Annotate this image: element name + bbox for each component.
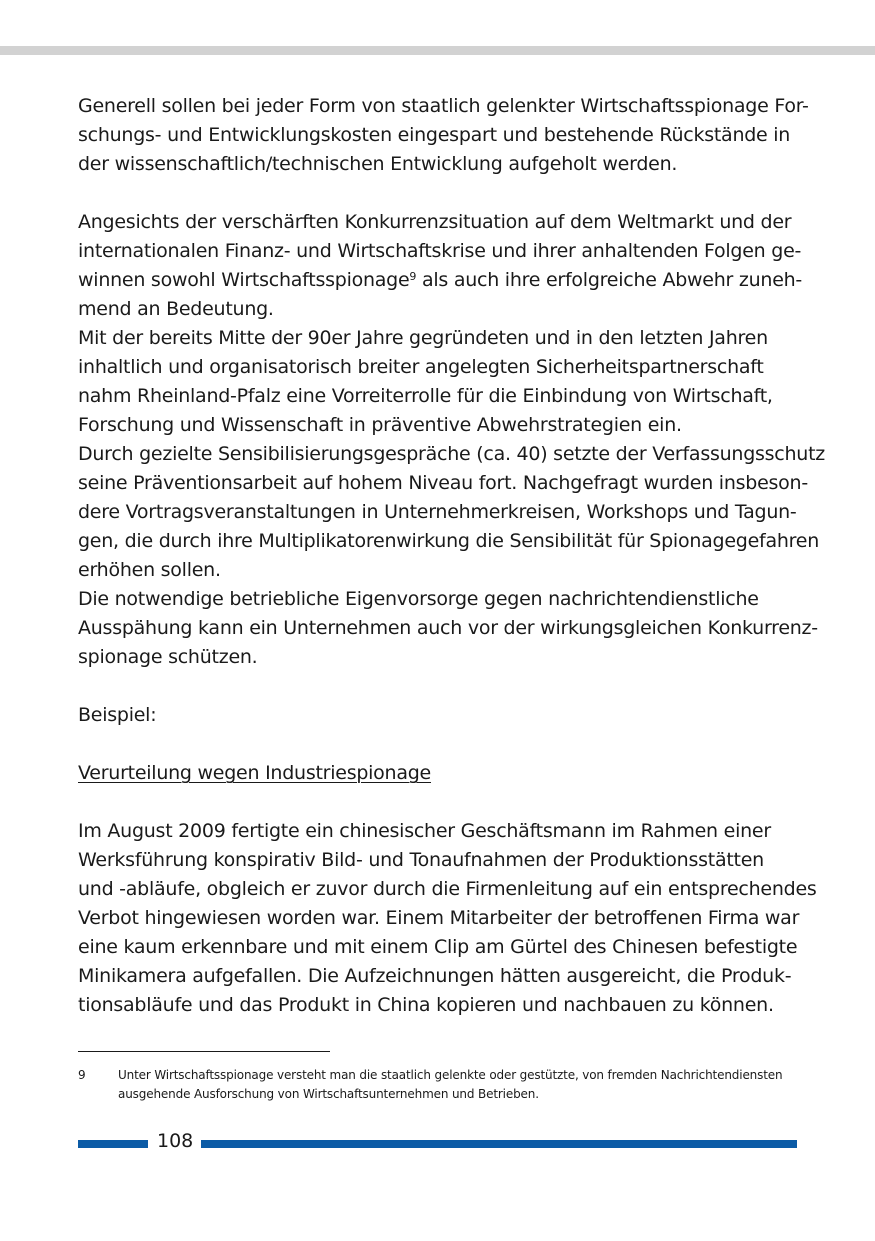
- text-line: inhaltlich und organisatorisch breiter angelegten Sicherheitspartnerschaft: [78, 356, 764, 378]
- text-line: Durch gezielte Sensibilisierungsgespräche (ca. 40) setzte der Verfassungsschutz: [78, 443, 826, 465]
- text-line: Forschung und Wissenschaft in präventive Abwehrstrategien ein.: [78, 414, 682, 436]
- paragraph-5: [78, 585, 818, 672]
- paragraph-gap: [78, 672, 808, 701]
- paragraph-gap: [78, 788, 808, 817]
- text-line: schungs- und Entwicklungskosten eingespart und bestehende Rückstände in: [78, 124, 791, 146]
- case-heading-text: Verurteilung wegen Industriespionage: [78, 762, 431, 784]
- text-line: Generell sollen bei jeder Form von staatlich gelenkter Wirtschaftsspionage For-: [78, 95, 809, 117]
- paragraph-gap: [78, 179, 808, 208]
- paragraph-1: [78, 92, 808, 179]
- text-segment: als auch ihre erfolgreiche Abwehr zuneh-: [416, 269, 803, 291]
- text-line: Angesichts der verschärften Konkurrenzsituation auf dem Weltmarkt und der: [78, 211, 792, 233]
- text-line: erhöhen sollen.: [78, 559, 221, 581]
- page-body: [78, 92, 826, 1020]
- paragraph-3: [78, 324, 808, 440]
- text-line: Werksführung konspirativ Bild- und Tonaufnahmen der Produktionsstätten: [78, 849, 764, 871]
- page-footer-bar-left: [78, 1140, 148, 1148]
- text-line: nahm Rheinland-Pfalz eine Vorreiterrolle für die Einbindung von Wirtschaft,: [78, 385, 773, 407]
- paragraph-6: [78, 817, 817, 1020]
- text-segment: winnen sowohl Wirtschaftsspionage: [78, 269, 410, 291]
- text-line: tionsabläufe und das Produkt in China kopieren und nachbauen zu können.: [78, 994, 774, 1016]
- text-line: der wissenschaftlich/technischen Entwicklung aufgeholt werden.: [78, 153, 678, 175]
- page-footer-bar-right: [201, 1140, 797, 1148]
- text-line: Mit der bereits Mitte der 90er Jahre gegründeten und in den letzten Jahren: [78, 327, 768, 349]
- footnote-number: 9: [78, 1068, 86, 1082]
- footnote-reference[interactable]: 9: [409, 270, 417, 283]
- paragraph-gap: [78, 730, 808, 759]
- text-line: Die notwendige betriebliche Eigenvorsorge gegen nachrichtendienstliche: [78, 588, 759, 610]
- text-line: mend an Bedeutung.: [78, 298, 274, 320]
- text-line: Verbot hingewiesen worden war. Einem Mitarbeiter der betroffenen Firma war: [78, 907, 800, 929]
- text-line: Ausspähung kann ein Unternehmen auch vor der wirkungsgleichen Konkurrenz-: [78, 617, 818, 639]
- text-line: eine kaum erkennbare und mit einem Clip am Gürtel des Chinesen befestigte: [78, 936, 798, 958]
- text-line: seine Präventionsarbeit auf hohem Niveau fort. Nachgefragt wurden insbeson-: [78, 472, 808, 494]
- text-line: Im August 2009 fertigte ein chinesischer Geschäftsmann im Rahmen einer: [78, 820, 771, 842]
- paragraph-2: [78, 208, 808, 324]
- header-rule: [0, 46, 875, 55]
- footnote-text: [118, 1066, 798, 1104]
- example-label: Beispiel:: [78, 704, 157, 726]
- text-line: und -abläufe, obgleich er zuvor durch die Firmenleitung auf ein entsprechendes: [78, 878, 817, 900]
- case-heading: [78, 759, 808, 788]
- text-line: gen, die durch ihre Multiplikatorenwirkung die Sensibilität für Spionagegefahren: [78, 530, 820, 552]
- footnote-line: ausgehende Ausforschung von Wirtschaftsunternehmen und Betrieben.: [118, 1087, 539, 1101]
- text-line: internationalen Finanz- und Wirtschaftskrise und ihrer anhaltenden Folgen ge-: [78, 240, 802, 262]
- footnote-line: Unter Wirtschaftsspionage versteht man die staatlich gelenkte oder gestützte, von fremden Nachrichtendiensten: [118, 1068, 783, 1082]
- text-line: Minikamera aufgefallen. Die Aufzeichnungen hätten ausgereicht, die Produk-: [78, 965, 792, 987]
- page-number: 108: [157, 1130, 194, 1152]
- text-line-with-footnote: [78, 266, 808, 295]
- text-line: dere Vortragsveranstaltungen in Unternehmerkreisen, Workshops und Tagun-: [78, 501, 797, 523]
- footnote-separator: [78, 1051, 330, 1052]
- paragraph-4: [78, 440, 826, 585]
- text-line: spionage schützen.: [78, 646, 258, 668]
